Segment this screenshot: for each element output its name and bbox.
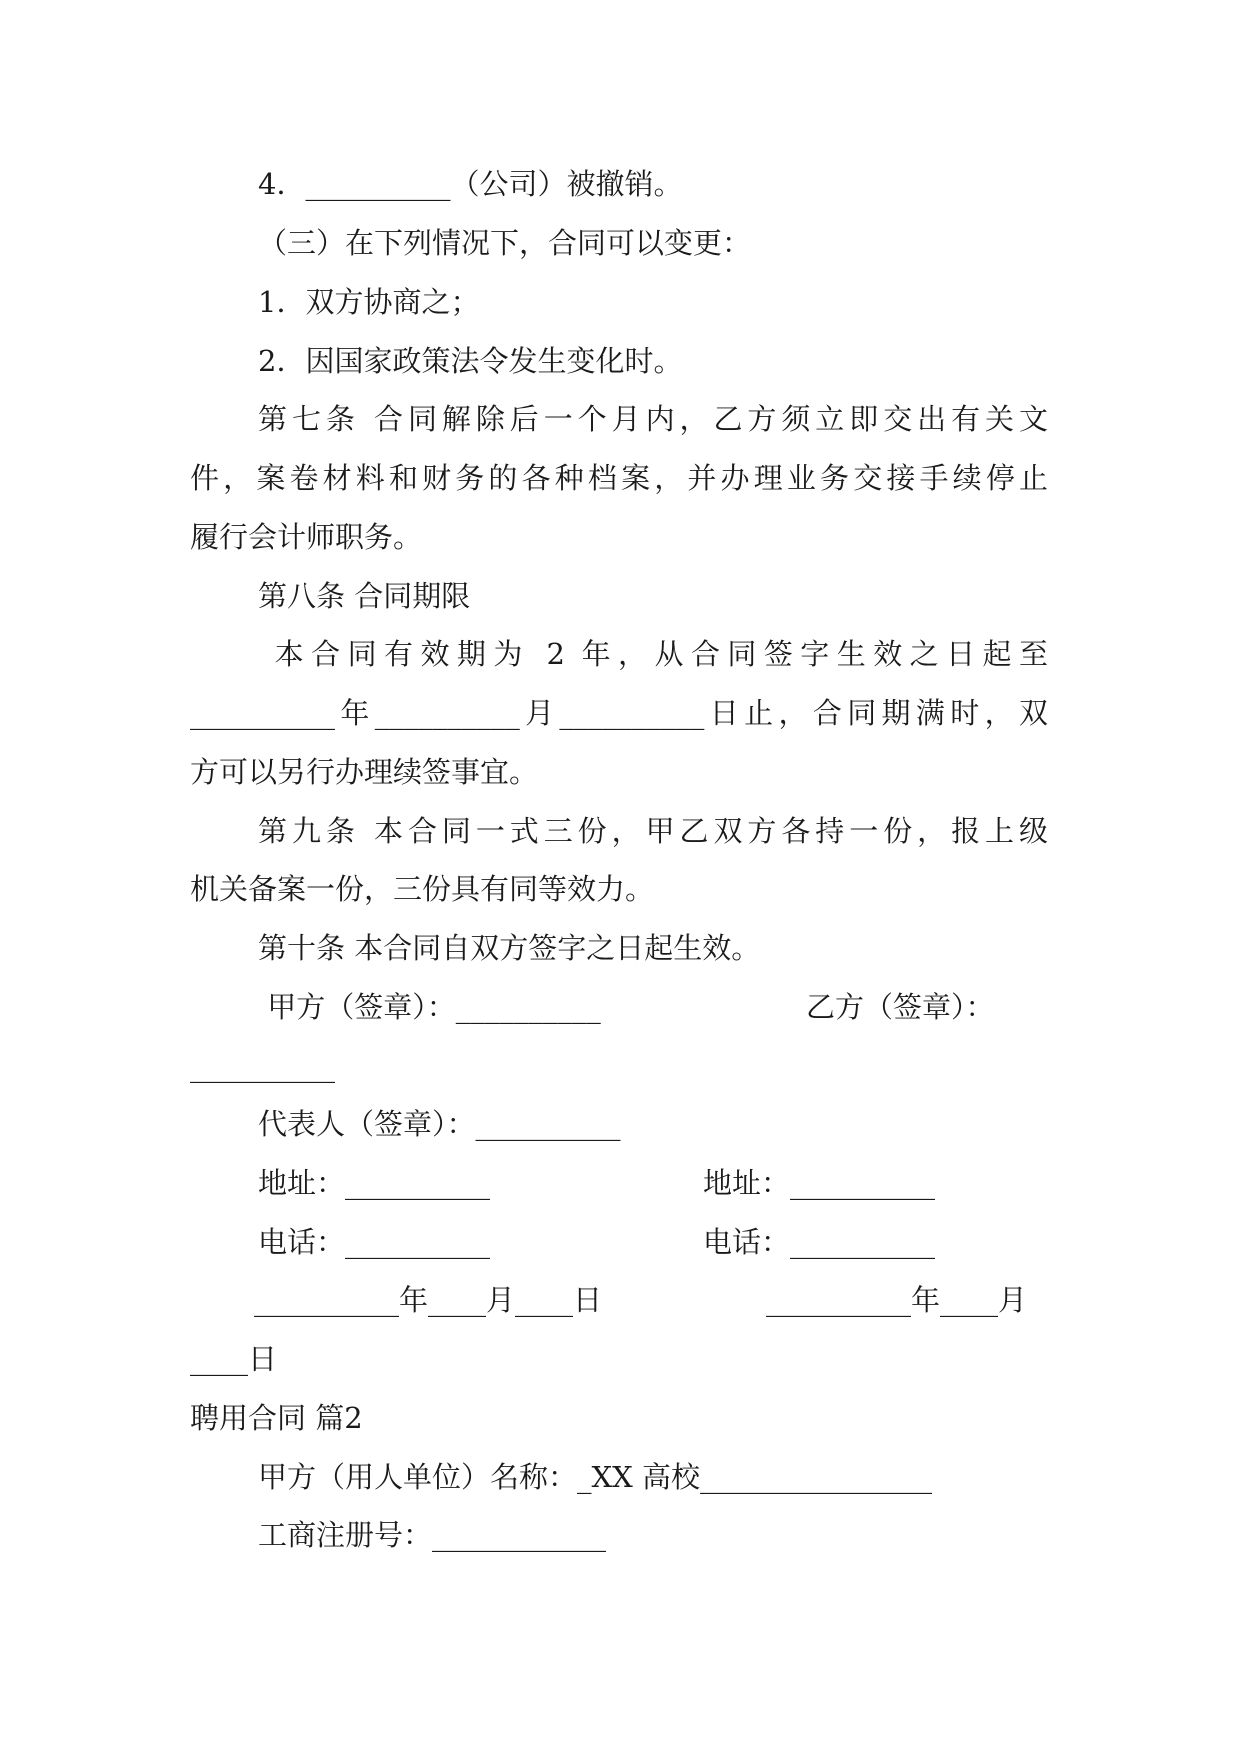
party-b-date: __________年____月 [766,1283,1028,1317]
article-nine-line: 机关备案一份，三份具有同等效力。 [190,872,655,906]
article-eight-heading: 第八条 合同期限 [258,579,471,613]
party-b-date-day: ____日 [190,1342,278,1376]
party-b-signature-blank: __________ [190,1049,335,1083]
clause-heading: （三）在下列情况下，合同可以变更： [258,226,752,260]
clause-line: 4．__________（公司）被撤销。 [258,167,683,201]
employer-name-line: 甲方（用人单位）名称：_XX 高校________________ [258,1460,933,1494]
clause-line: 1．双方协商之； [258,285,480,319]
representative-signature: 代表人（签章）：__________ [258,1107,621,1141]
party-a-phone: 电话：__________ [258,1225,491,1259]
section-title: 聘用合同 篇2 [190,1401,363,1435]
party-b-phone: 电话：__________ [703,1225,936,1259]
article-seven-line: 履行会计师职务。 [190,520,423,554]
party-b-address: 地址：__________ [703,1166,936,1200]
party-a-date: __________年____月____日 [254,1283,603,1317]
party-a-address: 地址：__________ [258,1166,491,1200]
article-seven-line: 第七条 合同解除后一个月内，乙方须立即交出有关文 [258,402,1048,436]
registration-number-line: 工商注册号：____________ [258,1518,607,1552]
article-ten-line: 第十条 本合同自双方签字之日起生效。 [258,931,761,965]
article-nine-line: 第九条 本合同一式三份，甲乙双方各持一份，报上级 [258,814,1048,848]
party-a-signature: 甲方（签章）：__________ [258,990,601,1024]
article-eight-line: 本合同有效期为 2 年，从合同签字生效之日起至 [258,637,1048,671]
party-b-signature: 乙方（签章）： [806,990,995,1024]
article-eight-line: __________年__________月__________日止，合同期满时，双 [190,696,1048,730]
clause-line: 2．因国家政策法令发生变化时。 [258,344,683,378]
article-seven-line: 件，案卷材料和财务的各种档案，并办理业务交接手续停止 [190,461,1048,495]
article-eight-line: 方可以另行办理续签事宜。 [190,755,539,789]
